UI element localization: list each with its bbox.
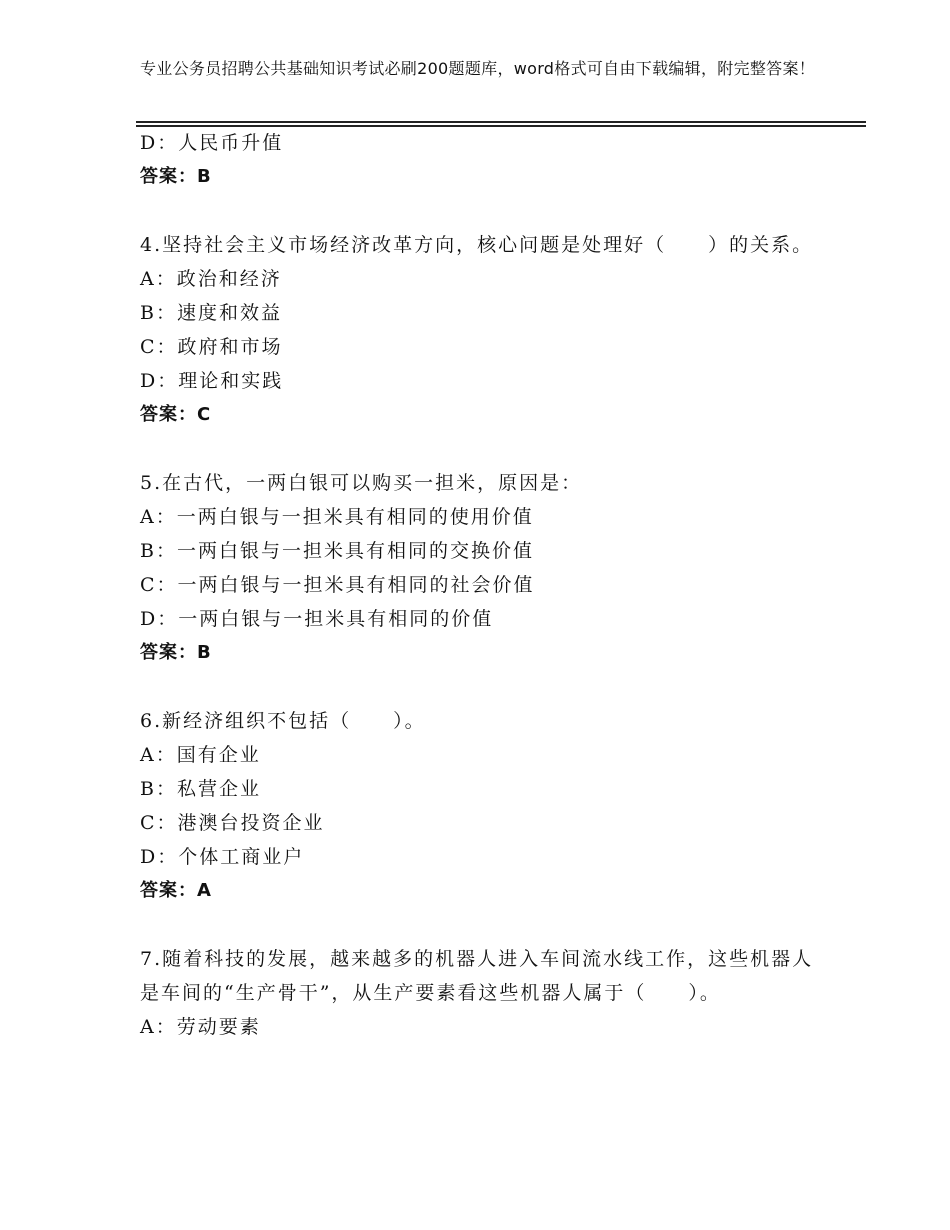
answer-line: 答案：B (140, 166, 212, 187)
option-a: A：一两白银与一担米具有相同的使用价值 (140, 506, 534, 528)
option-c: C：政府和市场 (140, 336, 283, 358)
option-b: B：一两白银与一担米具有相同的交换价值 (140, 540, 534, 562)
question-stem-6: 6.新经济组织不包括（ ）。 (140, 710, 426, 732)
option-b: B：速度和效益 (140, 302, 282, 324)
option-c: C：一两白银与一担米具有相同的社会价值 (140, 574, 535, 596)
document-body (140, 126, 820, 1044)
option-b: B：私营企业 (140, 778, 261, 800)
option-a: A：国有企业 (140, 744, 261, 766)
question-stem-7: 7.随着科技的发展，越来越多的机器人进入车间流水线工作，这些机器人是车间的“生产骨干”，从生产要素看这些机器人属于（ ）。 (140, 948, 814, 1004)
option-c: C：港澳台投资企业 (140, 812, 325, 834)
answer-line: 答案：B (140, 642, 212, 663)
option-a: A：劳动要素 (140, 1016, 261, 1038)
option-d: D：人民币升值 (140, 132, 284, 154)
question-stem-5: 5.在古代，一两白银可以购买一担米，原因是： (140, 472, 583, 494)
answer-line: 答案：A (140, 880, 212, 901)
option-d: D：一两白银与一担米具有相同的价值 (140, 608, 494, 630)
option-a: A：政治和经济 (140, 268, 282, 290)
option-d: D：个体工商业户 (140, 846, 305, 868)
page-header: 专业公务员招聘公共基础知识考试必刷200题题库，word格式可自由下载编辑，附完整答案！ (140, 59, 816, 78)
option-d: D：理论和实践 (140, 370, 284, 392)
question-stem-4: 4.坚持社会主义市场经济改革方向，核心问题是处理好（ ）的关系。 (140, 234, 814, 256)
answer-line: 答案：C (140, 404, 212, 425)
header-rule (136, 121, 866, 123)
